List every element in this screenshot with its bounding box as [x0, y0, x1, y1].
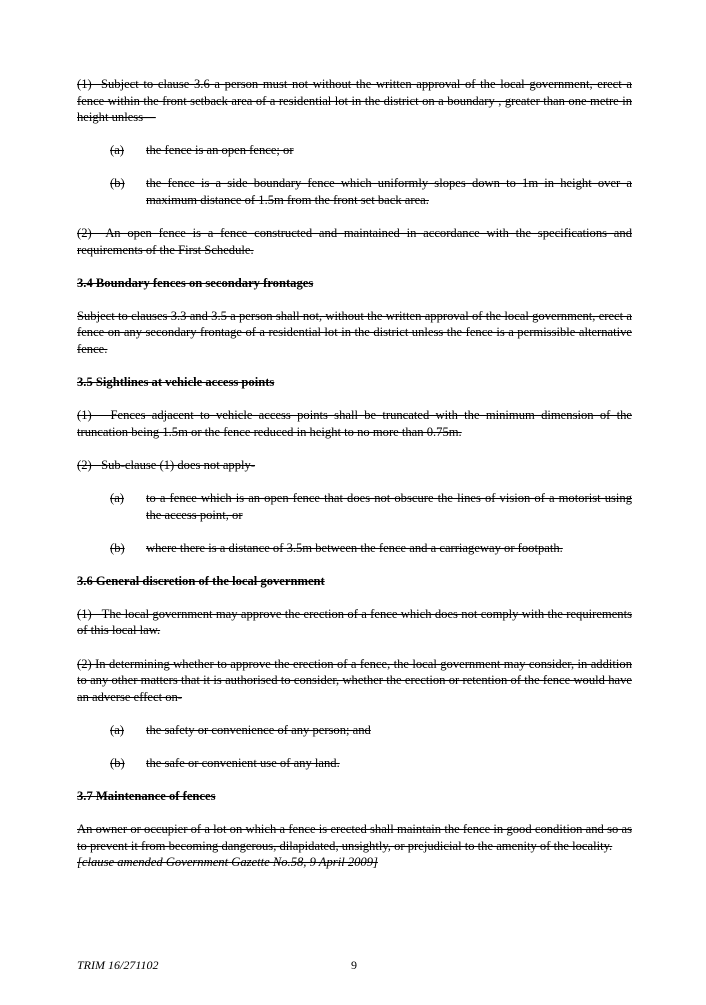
clause-paragraph-2: (2) An open fence is a fence constructed and maintained in accordance with the specifications and requirements of the First Schedule.	[77, 226, 632, 257]
section-3-5-subitem-a	[110, 490, 632, 523]
page-number: 9	[351, 958, 357, 972]
subitem-label: (a)	[110, 722, 124, 737]
clause-paragraph-1: (1) Subject to clause 3.6 a person must not without the written approval of the local government, erect a fence within the front setback area of a residential lot in the district on a boundary , greater than one metre in height unless—	[77, 77, 632, 125]
trim-reference: TRIM 16/271102	[77, 958, 159, 972]
section-3-6-subitem-a	[110, 722, 632, 739]
subitem-text: to a fence which is an open fence that does not obscure the lines of vision of a motorist using the access point, or	[146, 491, 632, 522]
section-3-5-paragraph-1: (1) Fences adjacent to vehicle access points shall be truncated with the minimum dimension of the truncation being 1.5m or the fence reduced in height to no more than 0.75m.	[77, 408, 632, 439]
section-3-6-subitem-b	[110, 755, 632, 772]
section-heading-3-5: 3.5 Sightlines at vehicle access points	[77, 375, 275, 390]
section-3-6-paragraph-2: (2) In determining whether to approve the erection of a fence, the local government may consider, in addition to any other matters that it is authorised to consider, whether the erection or retention of the fence would have an adverse effect on-	[77, 656, 632, 704]
subitem-text: the safety or convenience of any person; and	[146, 722, 371, 737]
section-3-5-subitem-b	[110, 540, 632, 557]
section-heading-3-4: 3.4 Boundary fences on secondary frontages	[77, 275, 314, 290]
clause-subitem-1a	[110, 142, 632, 159]
section-heading-3-6: 3.6 General discretion of the local government	[77, 573, 325, 588]
subitem-label: (b)	[110, 540, 125, 555]
amendment-note: [clause amended Government Gazette No.58, 9 April 2009]	[77, 855, 378, 870]
subitem-label: (b)	[110, 176, 125, 191]
document-body	[77, 76, 632, 887]
subitem-label: (a)	[110, 491, 124, 505]
subitem-text: the fence is an open fence; or	[146, 143, 294, 158]
subitem-text: the fence is a side boundary fence which uniformly slopes down to 1m in height over a maximum distance of 1.5m from the front set back area.	[146, 176, 632, 207]
subitem-label: (b)	[110, 755, 125, 770]
subitem-text: the safe or convenient use of any land.	[146, 755, 340, 770]
section-3-4-paragraph: Subject to clauses 3.3 and 3.5 a person shall not, without the written approval of the local government, erect a fence on any secondary frontage of a residential lot in the district unless the fence is a permissible alternative fence.	[77, 308, 632, 357]
section-heading-3-7: 3.7 Maintenance of fences	[77, 789, 216, 804]
subitem-text: where there is a distance of 3.5m between the fence and a carriageway or footpath.	[146, 540, 563, 555]
section-3-7-paragraph: An owner or occupier of a lot on which a fence is erected shall maintain the fence in good condition and so as to prevent it from becoming dangerous, dilapidated, unsightly, or prejudicial to the amenity of the locality.	[77, 822, 632, 853]
section-3-6-paragraph-1: (1) The local government may approve the erection of a fence which does not comply with the requirements of this local law.	[77, 606, 632, 638]
subitem-label: (a)	[110, 143, 124, 158]
clause-subitem-1b	[110, 175, 632, 208]
section-3-5-paragraph-2: (2) Sub-clause (1) does not apply-	[77, 457, 256, 472]
